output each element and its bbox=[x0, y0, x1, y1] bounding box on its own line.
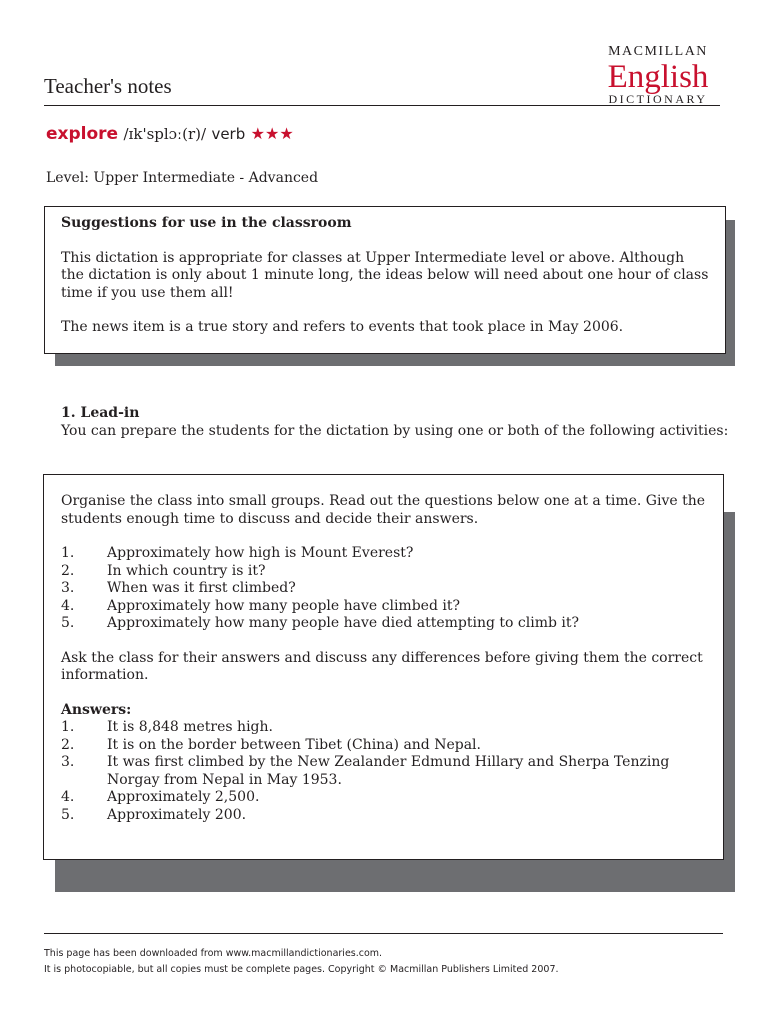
list-item: 2. In which country is it? bbox=[61, 562, 266, 579]
suggestions-paragraph: The news item is a true story and refers to events that took place in May 2006. bbox=[61, 319, 624, 335]
frequency-stars-icon: ★★★ bbox=[250, 124, 294, 143]
footer-line: It is photocopiable, but all copies must be complete pages. Copyright © Macmillan Publishers Limited 2007. bbox=[44, 964, 559, 975]
suggestions-paragraph: This dictation is appropriate for classes at Upper Intermediate level or above. Although the dictation is only about 1 minute long, the ideas below will need about one hour of class time if you use them all! bbox=[61, 249, 709, 301]
questions-list bbox=[61, 545, 706, 633]
logo-dictionary: DICTIONARY bbox=[608, 92, 708, 106]
footer-line: This page has been downloaded from www.macmillandictionaries.com. bbox=[44, 948, 383, 959]
list-item: 5. Approximately how many people have died attempting to climb it? bbox=[61, 615, 580, 631]
activity-box bbox=[43, 474, 724, 860]
entry-line bbox=[46, 124, 294, 144]
list-item: 4. Approximately 2,500. bbox=[61, 789, 260, 805]
list-item: 1. It is 8,848 metres high. bbox=[61, 719, 273, 735]
list-item: 4. Approximately how many people have climbed it? bbox=[61, 597, 460, 614]
logo-english: English bbox=[607, 59, 709, 95]
pronunciation: /ɪk'splɔː(r)/ bbox=[123, 125, 207, 143]
list-item: 5. Approximately 200. bbox=[61, 806, 247, 823]
part-of-speech: verb bbox=[211, 125, 246, 143]
header-divider bbox=[44, 105, 720, 106]
activity-intro: Organise the class into small groups. Read out the questions below one at a time. Give the students enough time to discuss and decide their answers. bbox=[61, 493, 706, 527]
list-item: 3. It was first climbed by the New Zealander Edmund Hillary and Sherpa Tenzing Norgay from Nepal in May 1953. bbox=[61, 754, 670, 788]
suggestions-heading: Suggestions for use in the classroom bbox=[61, 215, 352, 231]
leadin-heading: 1. Lead-in bbox=[61, 405, 140, 421]
macmillan-logo bbox=[594, 44, 722, 106]
list-item: 1. Approximately how high is Mount Everest? bbox=[61, 545, 414, 561]
page-title: Teacher's notes bbox=[44, 74, 172, 98]
activity-instructions: Ask the class for their answers and discuss any differences before giving them the correct information. bbox=[61, 649, 703, 683]
answers-heading: Answers: bbox=[61, 701, 132, 718]
suggestions-box bbox=[44, 206, 726, 354]
list-item: 3. When was it first climbed? bbox=[61, 580, 296, 596]
footer-divider bbox=[44, 933, 723, 934]
headword: explore bbox=[46, 124, 119, 144]
level-text: Level: Upper Intermediate - Advanced bbox=[46, 170, 319, 186]
answers-list bbox=[61, 719, 706, 824]
leadin-text: You can prepare the students for the dictation by using one or both of the following activities: bbox=[61, 422, 729, 439]
list-item: 2. It is on the border between Tibet (China) and Nepal. bbox=[61, 736, 481, 753]
logo-macmillan: MACMILLAN bbox=[608, 44, 708, 59]
footer bbox=[44, 946, 559, 978]
leadin-section bbox=[61, 405, 741, 440]
